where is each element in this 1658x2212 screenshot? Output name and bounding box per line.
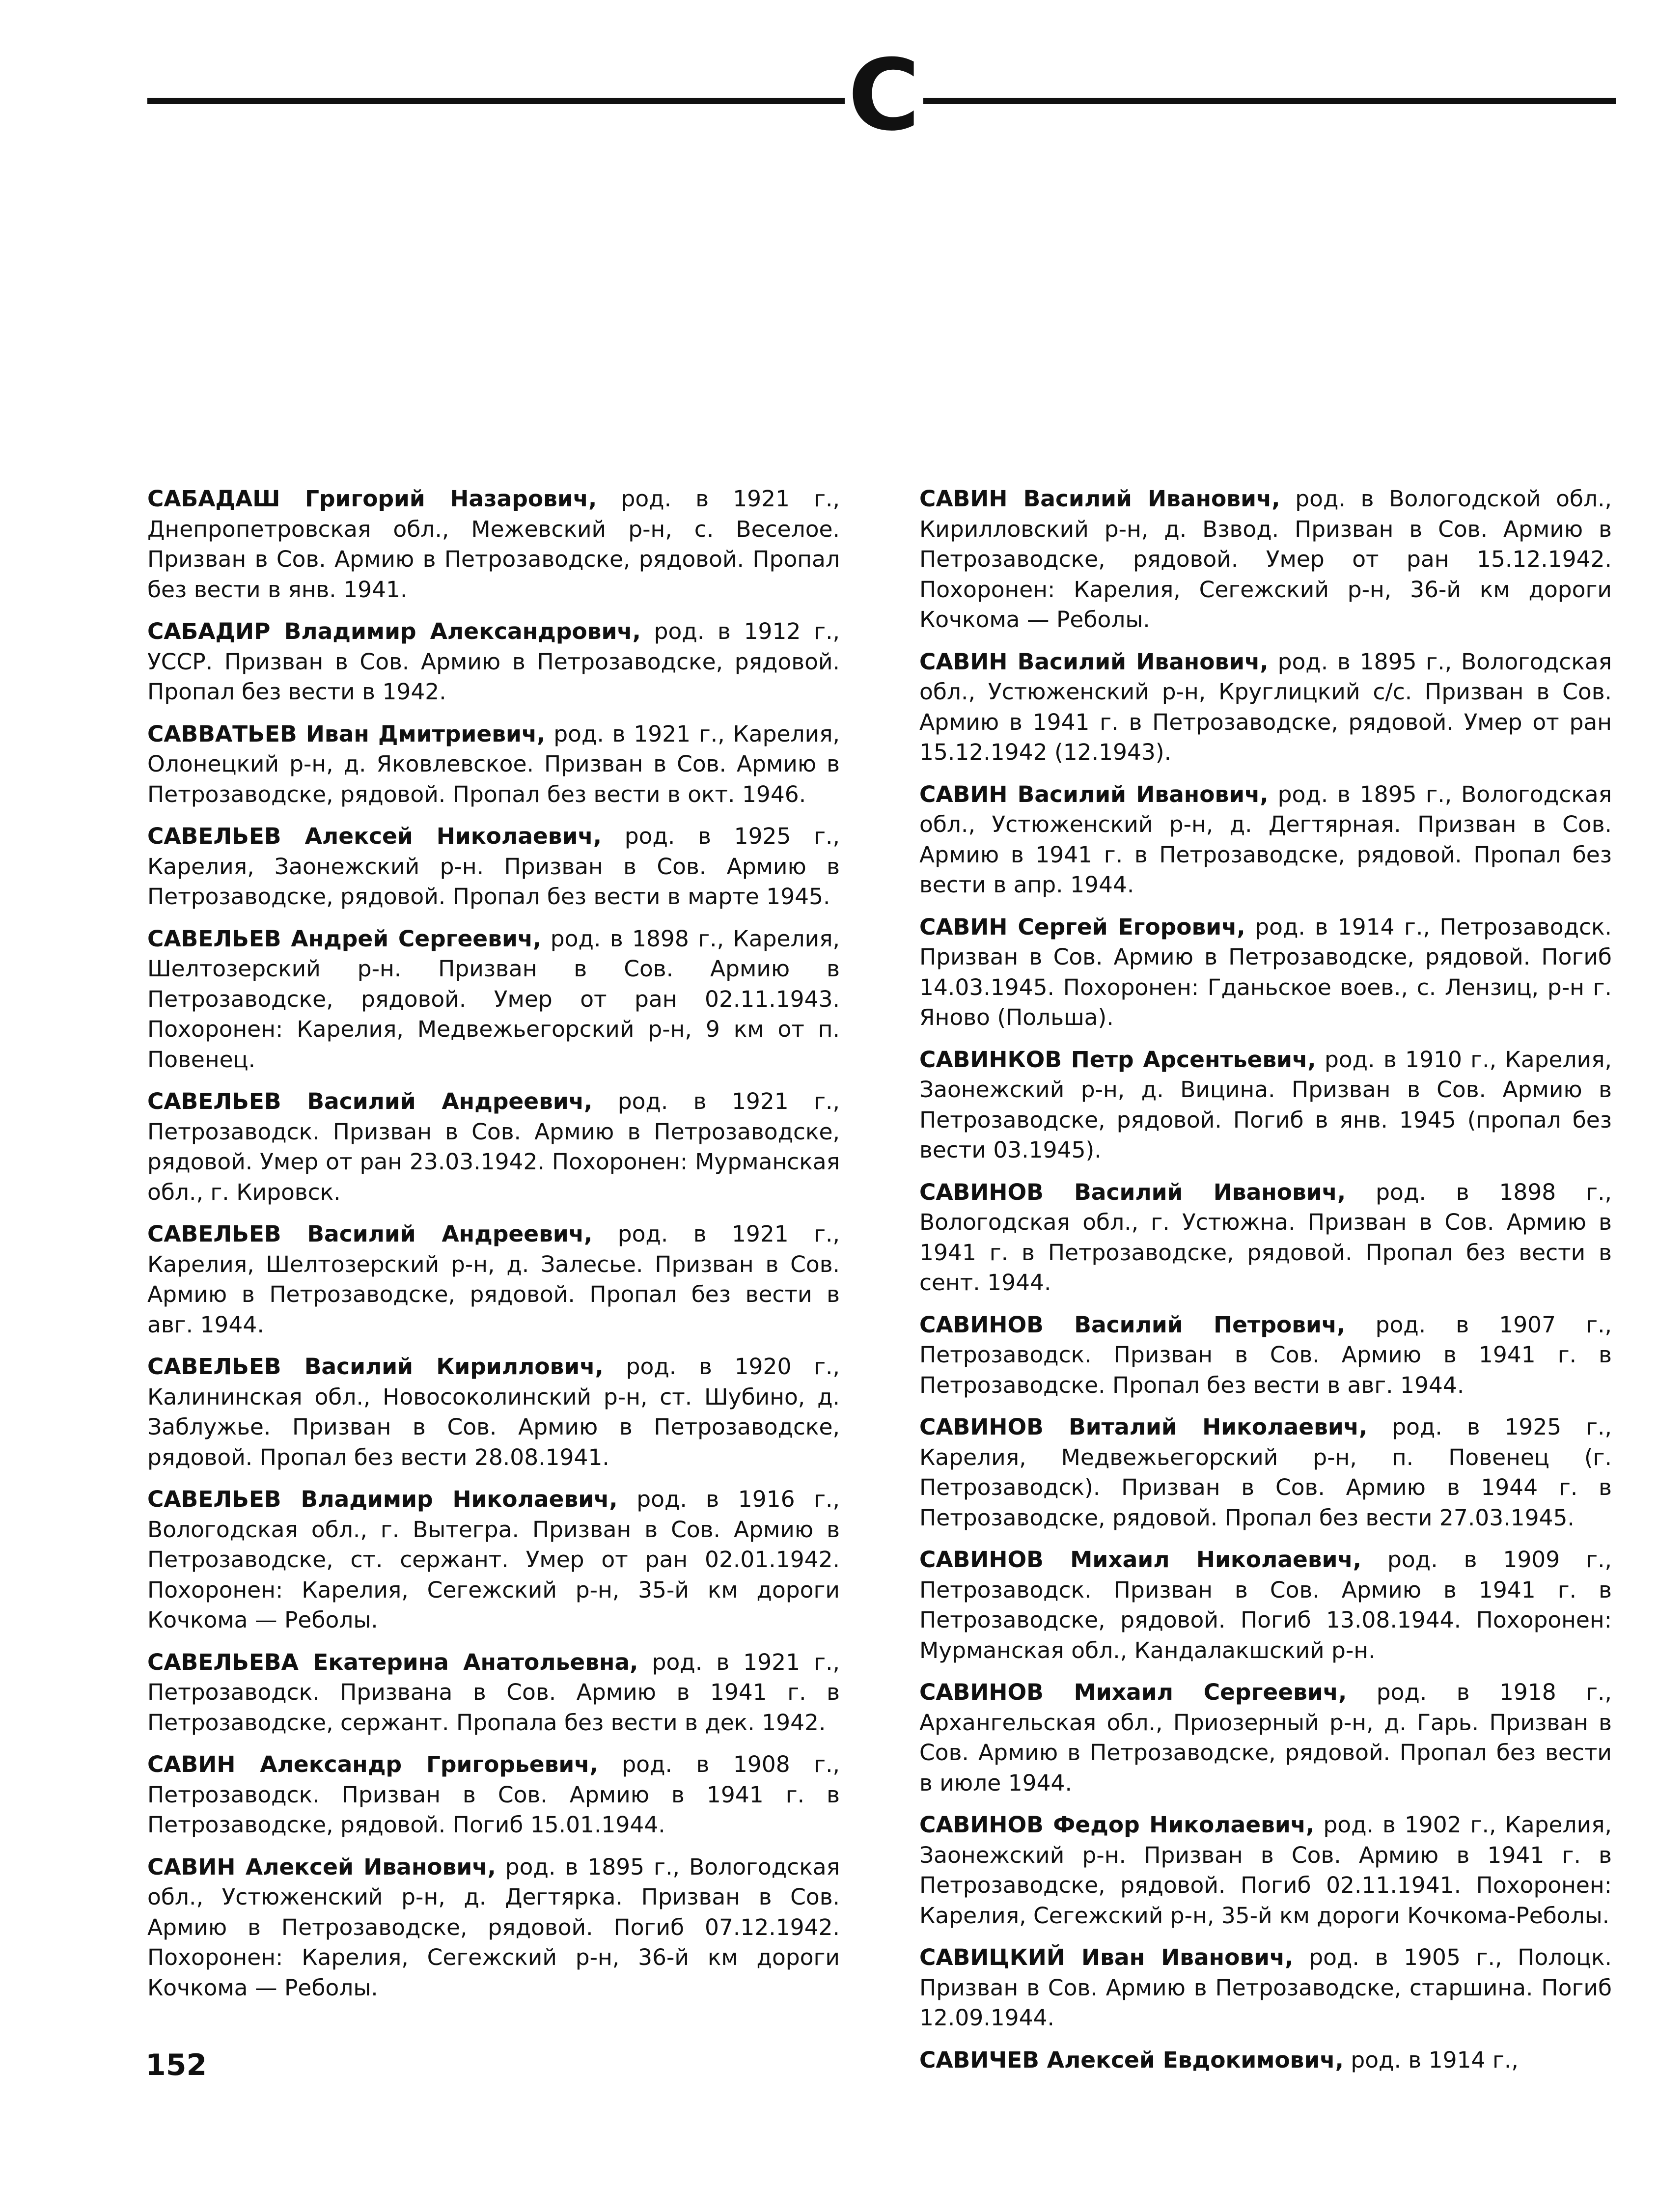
entry bbox=[147, 484, 840, 605]
entry-name: САВИН Сергей Егорович, bbox=[919, 913, 1245, 940]
entry-name: САВИНОВ Федор Николаевич, bbox=[919, 1812, 1315, 1838]
entry bbox=[919, 647, 1612, 768]
entry bbox=[147, 821, 840, 912]
entry-name: САВЕЛЬЕВ Алексей Николаевич, bbox=[147, 823, 602, 849]
entry-text: род. в 1921 г., Петрозаводск. Призвана в Сов. Армию в 1941 г. в Петрозаводске, сержант. Пропала без вести в дек. 1942. bbox=[147, 1649, 840, 1736]
entry-text: род. в 1921 г., Петрозаводск. Призван в Сов. Армию в Петрозаводске, рядовой. Умер от ран 23.03.1942. Похоронен: Мурманская обл., г. Кировск. bbox=[147, 1088, 840, 1205]
entry-name: САБАДИР Владимир Александрович, bbox=[147, 618, 641, 644]
entry-text: род. в 1925 г., Карелия, Заонежский р-н. Призван в Сов. Армию в Петрозаводске, рядовой. Пропал без вести в марте 1945. bbox=[147, 823, 840, 910]
entry bbox=[147, 1852, 840, 2003]
entry-text: род. в 1916 г., Вологодская обл., г. Вытегра. Призван в Сов. Армию в Петрозаводске, ст. сержант. Умер от ран 02.01.1942. Похоронен: Карелия, Сегежский р-н, 35-й км дороги Кочкома — Реболы. bbox=[147, 1486, 840, 1633]
entry-name: САВИН Василий Иванович, bbox=[919, 486, 1280, 512]
entry-text: род. в 1921 г., Карелия, Шелтозерский р-н, д. Залесье. Призван в Сов. Армию в Петрозаводске, рядовой. Пропал без вести в авг. 1944. bbox=[147, 1221, 840, 1338]
entry-name: САВИНОВ Василий Петрович, bbox=[919, 1311, 1346, 1338]
entry-text: род. в 1914 г., Петрозаводск. Призван в Сов. Армию в Петрозаводске, рядовой. Погиб 14.03.1945. Похоронен: Гданьское воев., с. Лензиц, р-н г. Яново (Польша). bbox=[919, 913, 1612, 1030]
entry-name: САВЕЛЬЕВ Василий Кириллович, bbox=[147, 1354, 604, 1380]
entry-name: САВИН Алексей Иванович, bbox=[147, 1853, 496, 1880]
entry-text: род. в 1914 г., bbox=[1351, 2046, 1519, 2073]
entry-name: САВИЧЕВ Алексей Евдокимович, bbox=[919, 2046, 1344, 2073]
entry bbox=[919, 1310, 1612, 1401]
entry-name: САВЕЛЬЕВ Василий Андреевич, bbox=[147, 1088, 593, 1114]
section-header bbox=[147, 38, 1616, 153]
entry bbox=[147, 616, 840, 707]
entry-text: род. в 1895 г., Вологодская обл., Устюженский р-н, д. Дегтярка. Призван в Сов. Армию в Петрозаводске, рядовой. Погиб 07.12.1942. Похоронен: Карелия, Сегежский р-н, 36-й км дороги Кочкома — Реболы. bbox=[147, 1853, 840, 2001]
entry bbox=[919, 1810, 1612, 1931]
entry bbox=[919, 2045, 1612, 2075]
header-rule-right bbox=[923, 98, 1616, 104]
entry-name: САВИНОВ Виталий Николаевич, bbox=[919, 1414, 1368, 1440]
entry-text: род. в 1909 г., Петрозаводск. Призван в Сов. Армию в 1941 г. в Петрозаводске, рядовой. Погиб 13.08.1944. Похоронен: Мурманская обл., Кандалакшский р-н. bbox=[919, 1547, 1612, 1663]
entry-name: САВИН Василий Иванович, bbox=[919, 781, 1269, 807]
entry-text: род. в 1905 г., Полоцк. Призван в Сов. Армию в Петрозаводске, старшина. Погиб 12.09.1944. bbox=[919, 1944, 1612, 2031]
page-number: 152 bbox=[145, 2048, 207, 2082]
entry-text: род. в Вологодской обл., Кирилловский р-н, д. Взвод. Призван в Сов. Армию в Петрозаводске, рядовой. Умер от ран 15.12.1942. Похоронен: Карелия, Сегежский р-н, 36-й км дороги Кочкома — Реболы. bbox=[919, 486, 1612, 633]
entry-text: род. в 1907 г., Петрозаводск. Призван в Сов. Армию в 1941 г. в Петрозаводске. Пропал без вести в авг. 1944. bbox=[919, 1311, 1612, 1398]
entry bbox=[147, 1647, 840, 1738]
entry bbox=[147, 924, 840, 1075]
entry-text: род. в 1920 г., Калининская обл., Новосоколинский р-н, ст. Шубино, д. Заблужье. Призван в Сов. Армию в Петрозаводске, рядовой. Пропал без вести 28.08.1941. bbox=[147, 1354, 840, 1470]
entry-text: род. в 1898 г., Карелия, Шелтозерский р-н. Призван в Сов. Армию в Петрозаводске, рядовой. Умер от ран 02.11.1943. Похоронен: Карелия, Медвежьегорский р-н, 9 км от п. Повенец. bbox=[147, 925, 840, 1073]
entry-text: род. в 1918 г., Архангельская обл., Приозерный р-н, д. Гарь. Призван в Сов. Армию в Петрозаводске, рядовой. Пропал без вести в июле 1944. bbox=[919, 1679, 1612, 1796]
entry-text: род. в 1898 г., Вологодская обл., г. Устюжна. Призван в Сов. Армию в 1941 г. в Петрозаводске, рядовой. Пропал без вести в сент. 1944. bbox=[919, 1179, 1612, 1296]
entry bbox=[147, 719, 840, 810]
entry-name: САВЕЛЬЕВ Василий Андреевич, bbox=[147, 1221, 593, 1247]
entry bbox=[919, 484, 1612, 635]
entry-text: род. в 1908 г., Петрозаводск. Призван в Сов. Армию в 1941 г. в Петрозаводске, рядовой. Погиб 15.01.1944. bbox=[147, 1751, 840, 1838]
entry-name: САВИН Василий Иванович, bbox=[919, 648, 1269, 675]
entry-text: род. в 1895 г., Вологодская обл., Устюженский р-н, Круглицкий с/с. Призван в Сов. Армию в 1941 г. в Петрозаводске, рядовой. Умер от ран 15.12.1942 (12.1943). bbox=[919, 648, 1612, 765]
entry-text: род. в 1921 г., Карелия, Олонецкий р-н, д. Яковлевское. Призван в Сов. Армию в Петрозаводске, рядовой. Пропал без вести в окт. 1946. bbox=[147, 720, 840, 807]
entry-name: САВЕЛЬЕВ Владимир Николаевич, bbox=[147, 1486, 618, 1512]
entry-name: САВЕЛЬЕВ Андрей Сергеевич, bbox=[147, 925, 542, 952]
entry-name: САВЕЛЬЕВА Екатерина Анатольевна, bbox=[147, 1649, 638, 1675]
entry bbox=[919, 1677, 1612, 1798]
entry bbox=[919, 1545, 1612, 1665]
entry bbox=[919, 1045, 1612, 1165]
entry bbox=[147, 1749, 840, 1840]
entry bbox=[147, 1352, 840, 1472]
entry bbox=[919, 779, 1612, 900]
entry-name: САБАДАШ Григорий Назарович, bbox=[147, 486, 597, 512]
entry bbox=[919, 912, 1612, 1033]
entry-name: САВИЦКИЙ Иван Иванович, bbox=[919, 1944, 1294, 1970]
entry bbox=[147, 1086, 840, 1207]
entry bbox=[919, 1942, 1612, 2033]
entry-name: САВИНКОВ Петр Арсентьевич, bbox=[919, 1046, 1316, 1073]
entry-text: род. в 1912 г., УССР. Призван в Сов. Армию в Петрозаводске, рядовой. Пропал без вести в 1942. bbox=[147, 618, 840, 705]
entry bbox=[919, 1177, 1612, 1298]
header-rule-left bbox=[147, 98, 845, 104]
section-letter: С bbox=[848, 38, 920, 153]
entry-name: САВИНОВ Василий Иванович, bbox=[919, 1179, 1346, 1205]
entry-text: род. в 1921 г., Днепропетровская обл., Межевский р-н, с. Веселое. Призван в Сов. Армию в Петрозаводске, рядовой. Пропал без вести в янв. 1941. bbox=[147, 486, 840, 603]
entry bbox=[147, 1484, 840, 1635]
entry-text: род. в 1895 г., Вологодская обл., Устюженский р-н, д. Дегтярная. Призван в Сов. Армию в 1941 г. в Петрозаводске, рядовой. Пропал без вести в апр. 1944. bbox=[919, 781, 1612, 898]
entry-name: САВВАТЬЕВ Иван Дмитриевич, bbox=[147, 720, 546, 747]
entry-text: род. в 1902 г., Карелия, Заонежский р-н. Призван в Сов. Армию в 1941 г. в Петрозаводске, рядовой. Погиб 02.11.1941. Похоронен: Карелия, Сегежский р-н, 35-й км дороги Кочкома-Реболы. bbox=[919, 1812, 1612, 1929]
entry bbox=[919, 1412, 1612, 1533]
entry bbox=[147, 1219, 840, 1340]
entry-name: САВИНОВ Михаил Сергеевич, bbox=[919, 1679, 1347, 1705]
left-column bbox=[147, 484, 840, 2015]
right-column bbox=[919, 484, 1612, 2087]
entry-name: САВИН Александр Григорьевич, bbox=[147, 1751, 598, 1777]
entry-name: САВИНОВ Михаил Николаевич, bbox=[919, 1547, 1362, 1573]
entry-text: род. в 1910 г., Карелия, Заонежский р-н, д. Вицина. Призван в Сов. Армию в Петрозаводске, рядовой. Погиб в янв. 1945 (пропал без вести 03.1945). bbox=[919, 1046, 1612, 1163]
entry-text: род. в 1925 г., Карелия, Медвежьегорский р-н, п. Повенец (г. Петрозаводск). Призван в Сов. Армию в 1944 г. в Петрозаводске, рядовой. Пропал без вести 27.03.1945. bbox=[919, 1414, 1612, 1531]
